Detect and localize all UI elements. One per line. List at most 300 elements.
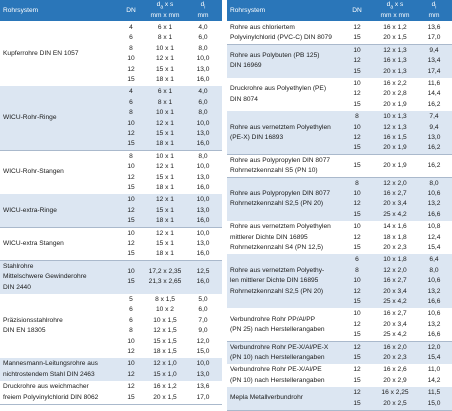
cell-inner-diameter: 16,2 (427, 100, 441, 108)
cell-dn: 10 (353, 123, 361, 131)
cell-inner-diameter: 13,0 (196, 173, 210, 181)
cell-inner-diameter: 15,0 (427, 399, 441, 407)
pipe-system-name: WICU-extra Stangen (3, 239, 64, 247)
cell-inner-diameter: 13,0 (427, 133, 441, 141)
cell-dimensions: 18 x 1 (156, 76, 174, 83)
pipe-group (227, 155, 452, 178)
pipe-system-name: Verbundrohre Rohr PE-X/Al/PE-X (PN 10) nach Herstellerangaben (230, 343, 329, 361)
pipe-group (0, 22, 222, 86)
header-system: Rohrsystem (3, 7, 39, 14)
header-da (370, 0, 420, 21)
table-row (0, 108, 222, 118)
cell-dimensions: 16 x 2,7 (383, 189, 407, 197)
cell-inner-diameter: 14,2 (427, 376, 441, 384)
cell-dn: 6 (129, 34, 133, 42)
cell-dn: 15 (127, 183, 135, 191)
cell-dn: 15 (353, 297, 361, 305)
cell-inner-diameter: 15,4 (427, 353, 441, 361)
table-row (0, 33, 222, 43)
cell-dn: 12 (353, 287, 361, 295)
cell-dn: 10 (353, 277, 361, 285)
pipe-group (0, 358, 222, 381)
table-row (0, 382, 222, 392)
pipe-group (227, 45, 452, 78)
cell-dn: 10 (353, 80, 361, 87)
pipe-group (0, 86, 222, 150)
cell-inner-diameter: 10,6 (427, 189, 441, 197)
cell-dimensions: 12 x 1,0 (153, 360, 177, 368)
pipe-group (227, 22, 452, 45)
cell-dimensions: 8 x 1,5 (155, 296, 175, 303)
cell-dimensions: 20 x 3,4 (383, 287, 407, 295)
cell-dimensions: 6 x 1 (157, 24, 173, 31)
table-row (227, 330, 452, 340)
table-row (227, 320, 452, 330)
cell-dimensions: 15 x 1 (156, 65, 174, 73)
cell-dn: 6 (129, 306, 133, 314)
cell-dn: 15 (127, 140, 135, 148)
table-row (0, 44, 222, 54)
cell-dimensions: 15 x 1 (156, 239, 174, 247)
pipe-system-name: Verbundrohre Rohr PE-X/Al/PE (PN 10) nach Herstellerangaben (230, 366, 325, 384)
cell-dimensions: 18 x 1,8 (383, 233, 407, 241)
pipe-system-name: Druckrohre aus weichmacher freiem Polyvinylchlorid DIN 8062 (3, 383, 99, 401)
cell-dn: 8 (129, 44, 133, 52)
cell-dn: 12 (353, 90, 361, 98)
row-divider (0, 404, 222, 405)
table-header (227, 0, 452, 21)
cell-inner-diameter: 6,0 (198, 98, 208, 106)
pipe-system-name: Mannesmann-Leitungsrohre aus nichtrostendem Stahl DIN 2463 (3, 360, 98, 378)
header-da-unit: mm x mm (150, 12, 180, 20)
cell-dimensions: 16 x 2,7 (383, 277, 407, 285)
table-row (0, 305, 222, 315)
cell-inner-diameter: 11,5 (427, 389, 441, 397)
cell-dn: 12 (353, 24, 361, 31)
cell-inner-diameter: 5,0 (198, 296, 208, 303)
cell-dimensions: 15 x 1 (156, 206, 174, 214)
cell-dn: 8 (129, 109, 133, 117)
table-row (227, 179, 452, 189)
header-da-unit: mm x mm (380, 12, 410, 20)
header-di-sub: i (435, 4, 437, 11)
cell-dimensions: 20 x 2,3 (383, 243, 407, 251)
table-row (0, 347, 222, 357)
cell-dimensions: 16 x 1,3 (383, 57, 407, 65)
cell-inner-diameter: 13,0 (196, 370, 210, 378)
pipe-group (227, 387, 452, 410)
cell-inner-diameter: 6,4 (429, 256, 439, 264)
cell-dimensions: 16 x 2,0 (383, 343, 407, 351)
table-row (227, 199, 452, 209)
cell-dimensions: 20 x 1,3 (383, 67, 407, 75)
table-row (0, 152, 222, 162)
cell-dimensions: 16 x 2,25 (381, 389, 409, 397)
cell-dn: 4 (129, 88, 133, 96)
table-row (0, 87, 222, 97)
table-row (227, 79, 452, 89)
cell-dn: 10 (127, 337, 135, 345)
table-row (0, 277, 222, 287)
table-row (0, 173, 222, 183)
cell-dn: 15 (127, 217, 135, 225)
cell-dimensions: 6 x 1 (157, 88, 173, 96)
cell-inner-diameter: 6,0 (198, 34, 208, 42)
cell-dn: 10 (127, 55, 135, 63)
table-row (227, 210, 452, 220)
table-row (0, 195, 222, 205)
cell-dn: 10 (127, 119, 135, 127)
cell-dimensions: 20 x 1,5 (153, 393, 177, 401)
cell-dn: 8 (355, 113, 359, 121)
pipe-system-name: Rohre aus Polypropylen DIN 8077 Rohrnetzkennzahl S2,5 (PN 20) (230, 189, 331, 208)
cell-inner-diameter: 15,4 (427, 243, 441, 251)
cell-inner-diameter: 16,6 (427, 331, 441, 339)
header-di-label: $d_i$ (200, 1, 206, 11)
cell-inner-diameter: 7,4 (429, 113, 439, 121)
header-di-unit: mm (428, 12, 440, 20)
cell-dn: 12 (127, 370, 135, 378)
cell-inner-diameter: 13,0 (196, 206, 210, 214)
cell-inner-diameter: 10,6 (427, 310, 441, 318)
cell-dimensions: 12 x 1 (156, 229, 174, 237)
cell-inner-diameter: 8,0 (429, 179, 439, 187)
cell-dimensions: 18 x 1 (156, 217, 174, 225)
cell-dn: 12 (353, 133, 361, 141)
cell-inner-diameter: 10,0 (196, 360, 210, 368)
cell-dimensions: 20 x 3,4 (383, 320, 407, 328)
header-di (419, 0, 449, 21)
pipe-group (227, 78, 452, 111)
cell-inner-diameter: 10,0 (196, 196, 210, 204)
cell-dn: 15 (353, 376, 361, 384)
cell-dimensions: 12 x 1 (156, 55, 174, 63)
table-row (227, 376, 452, 386)
cell-inner-diameter: 8,0 (429, 266, 439, 274)
table-row (227, 266, 452, 276)
cell-dimensions: 20 x 1,9 (383, 100, 407, 108)
cell-inner-diameter: 15,0 (196, 348, 210, 355)
cell-inner-diameter: 10,0 (196, 55, 210, 63)
table-row (0, 295, 222, 305)
header-dn: DN (126, 7, 136, 14)
pipe-system-name: WICU-Rohr-Ringe (3, 114, 57, 122)
table-row (227, 233, 452, 243)
header-system: Rohrsystem (230, 7, 266, 14)
table-row (227, 161, 452, 171)
cell-inner-diameter: 10,0 (196, 119, 210, 127)
cell-dimensions: 10 x 1,5 (153, 316, 177, 324)
table-row (227, 46, 452, 56)
pipe-system-name: Kupferrohre DIN EN 1057 (3, 50, 79, 57)
cell-dn: 5 (129, 296, 133, 303)
cell-dimensions: 12 x 1 (156, 119, 174, 127)
cell-dn: 12 (353, 343, 361, 351)
pipe-system-name: WICU-extra-Ringe (3, 206, 57, 214)
cell-dimensions: 8 x 1 (157, 98, 173, 106)
left-table (0, 0, 227, 400)
table-row (227, 123, 452, 133)
cell-inner-diameter: 16,0 (196, 140, 210, 148)
table-row (227, 297, 452, 307)
cell-inner-diameter: 13,6 (427, 24, 441, 31)
table-row (0, 326, 222, 336)
table-row (227, 353, 452, 363)
cell-dn: 15 (353, 67, 361, 75)
pipe-system-name: Rohre aus Polypropylen DIN 8077 Rohrnetzkennzahl S5 (PN 10) (230, 156, 331, 175)
table-row (227, 133, 452, 143)
cell-dn: 15 (353, 353, 361, 361)
cell-dimensions: 15 x 1,5 (153, 337, 177, 345)
cell-inner-diameter: 10,6 (427, 277, 441, 285)
cell-dn: 15 (353, 243, 361, 251)
pipe-group (227, 364, 452, 387)
table-row (227, 100, 452, 110)
cell-dimensions: 16 x 1,2 (153, 383, 177, 391)
pipe-system-name: Verbundrohre Rohr PP/Al/PP (PN 25) nach Herstellerangaben (230, 315, 325, 333)
cell-dn: 10 (353, 310, 361, 318)
cell-dn: 15 (353, 331, 361, 339)
cell-dn: 15 (353, 161, 361, 169)
table-row (227, 243, 452, 253)
header-da-label: $d_a$ x s (156, 1, 174, 11)
cell-inner-diameter: 10,8 (427, 223, 441, 231)
cell-dn: 15 (353, 100, 361, 108)
cell-dn: 12 (127, 206, 135, 214)
table-row (227, 189, 452, 199)
pipe-system-name: Rohre aus vernetztem Polyethylen mittlerer Dichte DIN 16895 Rohrnetzkennzahl S4 (PN 12,5) (230, 223, 331, 251)
cell-inner-diameter: 9,0 (198, 327, 208, 335)
cell-dimensions: 20 x 1,5 (383, 34, 407, 42)
table-row (227, 56, 452, 66)
cell-dimensions: 15 x 1 (156, 173, 174, 181)
cell-dimensions: 16 x 1,5 (383, 133, 407, 141)
cell-dimensions: 20 x 2,9 (383, 376, 407, 384)
cell-inner-diameter: 4,0 (198, 24, 208, 31)
cell-inner-diameter: 17,4 (427, 67, 441, 75)
pipe-group (227, 178, 452, 222)
cell-dn: 12 (127, 348, 135, 355)
pipe-group (227, 221, 452, 254)
table-row (227, 399, 452, 409)
table-row (0, 183, 222, 193)
cell-dn: 10 (127, 163, 135, 171)
table-row (0, 393, 222, 403)
cell-dn: 15 (353, 34, 361, 42)
cell-inner-diameter: 17,0 (196, 393, 210, 401)
cell-dimensions: 17,2 x 2,35 (148, 267, 182, 275)
header-di-sub: i (204, 4, 206, 11)
cell-dn: 12 (353, 57, 361, 65)
table-row (0, 359, 222, 369)
cell-inner-diameter: 12,4 (427, 233, 441, 241)
cell-inner-diameter: 8,0 (198, 44, 208, 52)
cell-inner-diameter: 12,0 (196, 337, 210, 345)
table-row (227, 343, 452, 353)
cell-dn: 15 (127, 278, 135, 286)
table-row (0, 370, 222, 380)
cell-dimensions: 15 x 1 (156, 129, 174, 137)
cell-dn: 8 (355, 179, 359, 187)
cell-dn: 6 (355, 256, 359, 264)
table-row (227, 112, 452, 122)
cell-dimensions: 10 x 1 (156, 44, 174, 52)
table-row (0, 267, 222, 277)
pipe-group (0, 228, 222, 261)
cell-inner-diameter: 14,4 (427, 90, 441, 98)
cell-dn: 6 (129, 98, 133, 106)
cell-dimensions: 10 x 1,8 (383, 256, 407, 264)
table-row (0, 337, 222, 347)
table-row (0, 54, 222, 64)
pipe-group (0, 194, 222, 227)
table-header (0, 0, 222, 21)
pipe-system-name: Mepla Metallverbundrohr (230, 394, 303, 402)
cell-dn: 12 (353, 389, 361, 397)
cell-dimensions: 16 x 2,6 (383, 366, 407, 374)
pipe-system-name: Rohre aus Polybuten (PB 125) DIN 16969 (230, 51, 320, 70)
cell-dimensions: 16 x 2,2 (383, 80, 407, 87)
header-da (140, 0, 190, 21)
header-da-sub: a (390, 4, 394, 11)
cell-dimensions: 8 x 1 (157, 34, 173, 42)
table-row (227, 33, 452, 43)
cell-inner-diameter: 6,0 (198, 306, 208, 314)
table-row (0, 129, 222, 139)
pipe-group (227, 308, 452, 341)
cell-inner-diameter: 12,0 (427, 343, 441, 351)
table-row (227, 287, 452, 297)
table-row (227, 89, 452, 99)
cell-inner-diameter: 10,0 (196, 229, 210, 237)
table-row (0, 75, 222, 85)
cell-dn: 10 (353, 189, 361, 197)
table-row (227, 365, 452, 375)
cell-dimensions: 12 x 1,3 (383, 46, 407, 54)
table-row (227, 222, 452, 232)
cell-dn: 10 (127, 229, 135, 237)
cell-dn: 10 (127, 267, 135, 275)
cell-inner-diameter: 13,0 (196, 239, 210, 247)
cell-dimensions: 25 x 4,2 (383, 210, 407, 218)
cell-dn: 4 (129, 24, 133, 31)
cell-inner-diameter: 16,2 (427, 161, 441, 169)
cell-inner-diameter: 17,0 (427, 34, 441, 42)
cell-inner-diameter: 16,0 (196, 217, 210, 225)
cell-inner-diameter: 7,0 (198, 316, 208, 324)
table-row (0, 23, 222, 33)
cell-dn: 15 (127, 76, 135, 83)
cell-dimensions: 10 x 1 (156, 109, 174, 117)
cell-dn: 15 (353, 144, 361, 152)
table-row (227, 309, 452, 319)
table-row (0, 139, 222, 149)
cell-dimensions: 12 x 1 (156, 196, 174, 204)
cell-inner-diameter: 8,0 (198, 152, 208, 160)
cell-dn: 10 (353, 223, 361, 231)
header-di-unit: mm (197, 12, 209, 20)
cell-dn: 12 (127, 65, 135, 73)
header-da-label: $d_a$ x s (386, 1, 404, 11)
cell-dn: 8 (355, 266, 359, 274)
cell-dn: 10 (127, 360, 135, 368)
table-row (227, 255, 452, 265)
cell-dimensions: 16 x 1,2 (383, 24, 407, 31)
cell-inner-diameter: 13,6 (196, 383, 210, 391)
cell-dimensions: 10 x 1 (156, 152, 174, 160)
cell-dn: 8 (129, 152, 133, 160)
cell-inner-diameter: 13,2 (427, 287, 441, 295)
pipe-group (0, 151, 222, 195)
pipe-system-name: Präzisionsstahlrohre DIN EN 18305 (3, 316, 63, 335)
cell-dn: 12 (353, 200, 361, 208)
cell-dimensions: 25 x 4,2 (383, 331, 407, 339)
cell-dn: 10 (353, 46, 361, 54)
cell-dn: 12 (127, 129, 135, 137)
cell-dimensions: 12 x 2,0 (383, 179, 407, 187)
pipe-group (0, 261, 222, 294)
cell-dn: 15 (353, 210, 361, 218)
cell-inner-diameter: 13,0 (196, 65, 210, 73)
cell-dn: 12 (353, 320, 361, 328)
header-di-label: $d_i$ (431, 1, 437, 11)
cell-dn: 15 (127, 250, 135, 258)
row-divider (227, 410, 452, 411)
cell-inner-diameter: 16,2 (427, 144, 441, 152)
table-row (0, 65, 222, 75)
cell-inner-diameter: 9,4 (429, 123, 439, 131)
table-row (0, 316, 222, 326)
cell-inner-diameter: 13,4 (427, 57, 441, 65)
pipe-system-name: Rohre aus vernetztem Polyethylen (PE-X) DIN 16893 (230, 123, 331, 141)
cell-inner-diameter: 16,0 (196, 278, 210, 286)
cell-dimensions: 12 x 1 (156, 163, 174, 171)
pipe-group (0, 381, 222, 404)
cell-dn: 10 (127, 196, 135, 204)
cell-dimensions: 10 x 2 (156, 306, 174, 314)
cell-dimensions: 10 x 1,3 (383, 113, 407, 121)
header-da-sub: a (160, 4, 164, 11)
cell-inner-diameter: 11,0 (427, 366, 441, 374)
cell-dimensions: 20 x 2,5 (383, 399, 407, 407)
pipe-system-name: Druckrohre aus Polyethylen (PE) DIN 8074 (230, 85, 327, 103)
table-row (227, 23, 452, 33)
table-row (0, 229, 222, 239)
cell-inner-diameter: 16,0 (196, 183, 210, 191)
cell-dimensions: 18 x 1 (156, 183, 174, 191)
cell-dimensions: 18 x 1 (156, 140, 174, 148)
pipe-group (227, 342, 452, 365)
table-row (0, 98, 222, 108)
header-dn: DN (352, 7, 362, 14)
table-row (0, 239, 222, 249)
pipe-group (227, 254, 452, 308)
cell-dimensions: 15 x 1,0 (153, 370, 177, 378)
cell-dn: 12 (353, 233, 361, 241)
cell-dn: 15 (127, 393, 135, 401)
cell-dn: 12 (353, 366, 361, 374)
cell-dimensions: 18 x 1 (156, 250, 174, 258)
table-row (227, 276, 452, 286)
cell-inner-diameter: 16,0 (196, 250, 210, 258)
cell-dn: 8 (129, 327, 133, 335)
cell-dimensions: 12 x 1,5 (153, 327, 177, 335)
table-row (0, 206, 222, 216)
cell-dn: 12 (127, 383, 135, 391)
cell-inner-diameter: 13,0 (196, 129, 210, 137)
cell-inner-diameter: 8,0 (198, 109, 208, 117)
cell-dimensions: 20 x 2,8 (383, 90, 407, 98)
